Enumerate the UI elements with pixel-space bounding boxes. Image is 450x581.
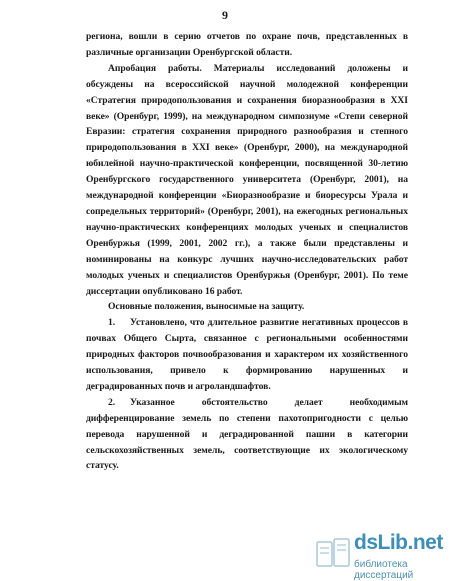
document-body (86, 29, 408, 474)
book-logo-icon (314, 533, 354, 573)
watermark[interactable] (310, 527, 450, 579)
section-heading: Основные положения, выносимые на защиту. (108, 301, 305, 313)
paragraph-approbation (86, 61, 408, 300)
list-item-number: 2. (108, 396, 116, 408)
paragraph-continuation (86, 29, 408, 61)
paragraph-text: Материалы исследований доложены и обсуждены на всероссийской научной молодежной конференции «Стратегия природопользования и сохранения биоразнообразия в XXI веке» (Оренбург, 1999), на международном симпозиуме «Степи северной Евразии: стратегия сохранения природного разнообразия и степного природопользования в XXI веке» (Оренбург, 2000), на международной юбилейной научно-практической конференции, посвященной 30-летию Оренбургского государственного университета (Оренбург, 2001), на международной конференции «Биоразнообразие и биоресурсы Урала и сопредельных территорий» (Оренбург, 2001), на ежегодных региональных научно-практических конференциях молодых ученых и специалистов Оренбуржья (1999, 2001, 2002 гг.), а также были представлены и номинированы на конкурс лучших научно-исследовательских работ молодых ученых и специалистов Оренбуржья (Оренбург, 2001). По теме диссертации опубликовано 16 работ. (86, 62, 408, 297)
list-item (86, 395, 408, 475)
list-item (86, 315, 408, 395)
paragraph-lead: Апробация работы. (108, 62, 202, 74)
paragraph-text: региона, вошли в серию отчетов по охране почв, представленных в различные организации Оренбургской области. (86, 31, 408, 58)
list-item-text: Указанное обстоятельство делает необходимым дифференцирование земель по степени пахотопригодности с целью перевода нарушенной и деградированной пашни в категории сельскохозяйственных земель, соответствующие их экологическому статусу. (86, 396, 408, 472)
page-number: 9 (222, 8, 228, 22)
watermark-subtitle: библиотека диссертаций (354, 559, 414, 581)
list-item-number: 1. (108, 317, 116, 329)
watermark-brand: dsLib.net (354, 531, 443, 554)
list-item-text: Установлено, что длительное развитие негативных процессов в почвах Общего Сырта, связанное с региональными особенностями природных факторов почвообразования и характером их хозяйственного использования, привело к формированию нарушенных и деградированных почв и агроландшафтов. (86, 317, 408, 392)
